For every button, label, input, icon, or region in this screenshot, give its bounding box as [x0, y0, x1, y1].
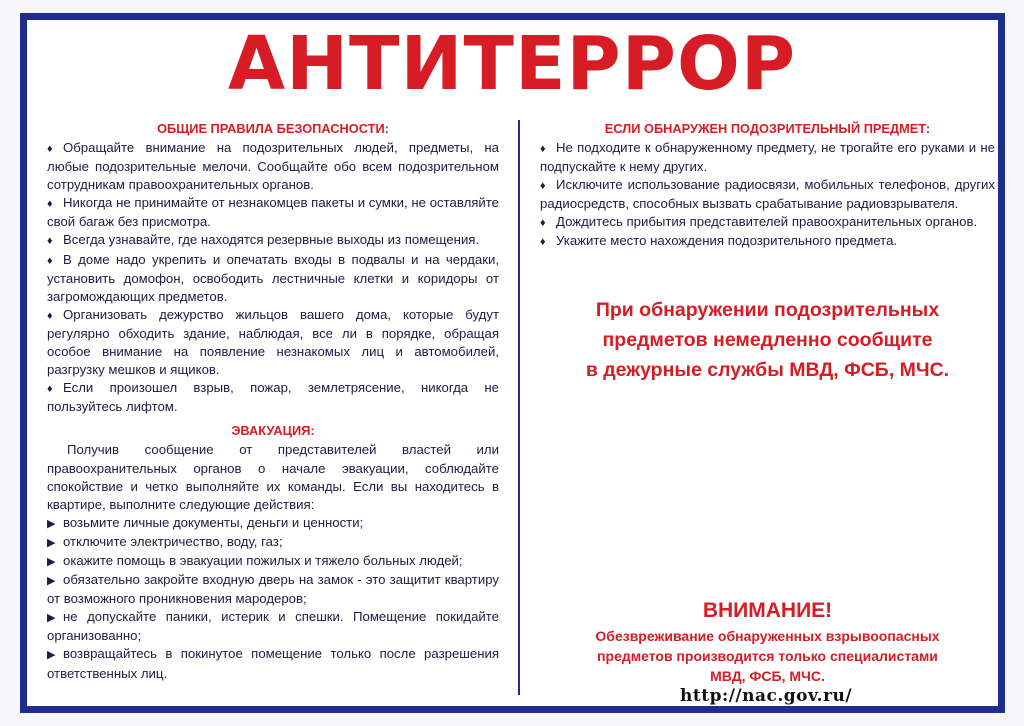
diamond-bullet-icon: ♦ — [47, 198, 53, 211]
right-column — [540, 120, 995, 252]
diamond-bullet-icon: ♦ — [540, 236, 546, 249]
evacuation-step-text: обязательно закройте входную дверь на замок - это защитит квартиру от возможного проникновения мародеров; — [47, 572, 499, 607]
attention-block — [540, 596, 995, 686]
general-rule-item — [47, 231, 499, 250]
general-rule-text: Никогда не принимайте от незнакомцев пакеты и сумки, не оставляйте свой багаж без присмотра. — [47, 195, 499, 230]
general-rule-text: Всегда узнавайте, где находятся резервные выходы из помещения. — [63, 232, 480, 248]
evacuation-step-text: окажите помощь в эвакуации пожилых и тяжело больных людей; — [63, 552, 463, 568]
evacuation-step — [47, 533, 499, 552]
triangle-bullet-icon: ▶ — [47, 649, 56, 662]
general-rule-item — [47, 194, 499, 231]
diamond-bullet-icon: ♦ — [540, 217, 546, 230]
evacuation-step-text: возьмите личные документы, деньги и ценности; — [63, 514, 364, 530]
attention-line: МВД, ФСБ, МЧС. — [710, 668, 825, 684]
triangle-bullet-icon: ▶ — [47, 555, 56, 568]
attention-line: предметов производится только специалистами — [597, 648, 938, 664]
suspicious-rule-text: Не подходите к обнаруженному предмету, не трогайте его руками и не подпускайте к нему других. — [540, 140, 995, 175]
evacuation-step — [47, 608, 499, 645]
suspicious-rule-text: Укажите место нахождения подозрительного предмета. — [556, 233, 898, 249]
attention-title: ВНИМАНИЕ! — [702, 599, 833, 622]
triangle-bullet-icon: ▶ — [47, 575, 56, 588]
evacuation-step — [47, 552, 499, 571]
evacuation-step-text: возвращайтесь в покинутое помещение только после разрешения ответственных лиц. — [47, 646, 499, 681]
general-rule-text: Обращайте внимание на подозрительных людей, предметы, на любые подозрительные мелочи. Сообщайте обо всем подозрительном сотрудникам правоохранительных органов. — [47, 140, 499, 193]
attention-line: Обезвреживание обнаруженных взрывоопасных — [595, 628, 940, 644]
left-column — [47, 120, 499, 683]
general-rule-item — [47, 139, 499, 194]
evacuation-intro: Получив сообщение от представителей властей или правоохранительных органов о начале эвакуации, соблюдайте спокойствие и четко выполняйте их команды. Если вы находитесь в квартире, выполните следующие действия: — [47, 442, 499, 512]
report-notice-line: При обнаружении подозрительных — [595, 299, 940, 321]
general-rule-item — [47, 379, 499, 416]
general-rule-item — [47, 306, 499, 379]
diamond-bullet-icon: ♦ — [540, 143, 546, 155]
triangle-bullet-icon: ▶ — [47, 536, 56, 549]
triangle-bullet-icon: ▶ — [47, 517, 56, 530]
general-rule-text: Организовать дежурство жильцов вашего дома, которые будут регулярно обходить здание, наблюдая, все ли в порядке, обращая особое внимание на появление незнакомых лиц и автомобилей, разгрузку мешков и ящиков. — [47, 306, 499, 378]
suspicious-rule-item — [540, 176, 995, 213]
evacuation-step — [47, 571, 499, 608]
evacuation-step-text: не допускайте паники, истерик и спешки. Помещение покидайте организованно; — [47, 609, 499, 644]
general-rules-heading: ОБЩИЕ ПРАВИЛА БЕЗОПАСНОСТИ: — [157, 121, 389, 136]
diamond-bullet-icon: ♦ — [47, 235, 53, 248]
evacuation-step — [47, 514, 499, 533]
column-divider — [518, 120, 520, 695]
suspicious-rule-item — [540, 232, 995, 251]
report-notice — [540, 295, 995, 385]
general-rule-text: Если произошел взрыв, пожар, землетрясение, никогда не пользуйтесь лифтом. — [47, 380, 499, 415]
suspicious-rule-item — [540, 213, 995, 232]
evacuation-step — [47, 645, 499, 682]
general-rule-item — [47, 251, 499, 306]
poster-title: АНТИТЕРРОР — [227, 21, 797, 107]
triangle-bullet-icon: ▶ — [47, 612, 56, 625]
report-notice-line: в дежурные службы МВД, ФСБ, МЧС. — [585, 359, 950, 381]
diamond-bullet-icon: ♦ — [47, 383, 53, 396]
diamond-bullet-icon: ♦ — [47, 309, 53, 322]
diamond-bullet-icon: ♦ — [540, 180, 546, 193]
evacuation-heading: ЭВАКУАЦИЯ: — [231, 423, 315, 439]
suspicious-rule-item — [540, 139, 995, 176]
general-rule-text: В доме надо укрепить и опечатать входы в подвалы и на чердаки, установить домофон, освободить лестничные клетки и коридоры от загромождающих предметов. — [47, 251, 499, 304]
diamond-bullet-icon: ♦ — [47, 254, 53, 267]
diamond-bullet-icon: ♦ — [47, 143, 53, 155]
suspicious-rule-text: Исключите использование радиосвязи, мобильных телефонов, других радиосредств, способных вызвать срабатывание радиовзрывателя. — [540, 177, 995, 212]
evacuation-step-text: отключите электричество, воду, газ; — [63, 533, 283, 549]
suspicious-rule-text: Дождитесь прибытия представителей правоохранительных органов. — [556, 214, 978, 230]
suspicious-object-heading: ЕСЛИ ОБНАРУЖЕН ПОДОЗРИТЕЛЬНЫЙ ПРЕДМЕТ: — [604, 121, 931, 136]
footer-url: http://nac.gov.ru/ — [680, 686, 853, 706]
report-notice-line: предметов немедленно сообщите — [602, 329, 933, 351]
